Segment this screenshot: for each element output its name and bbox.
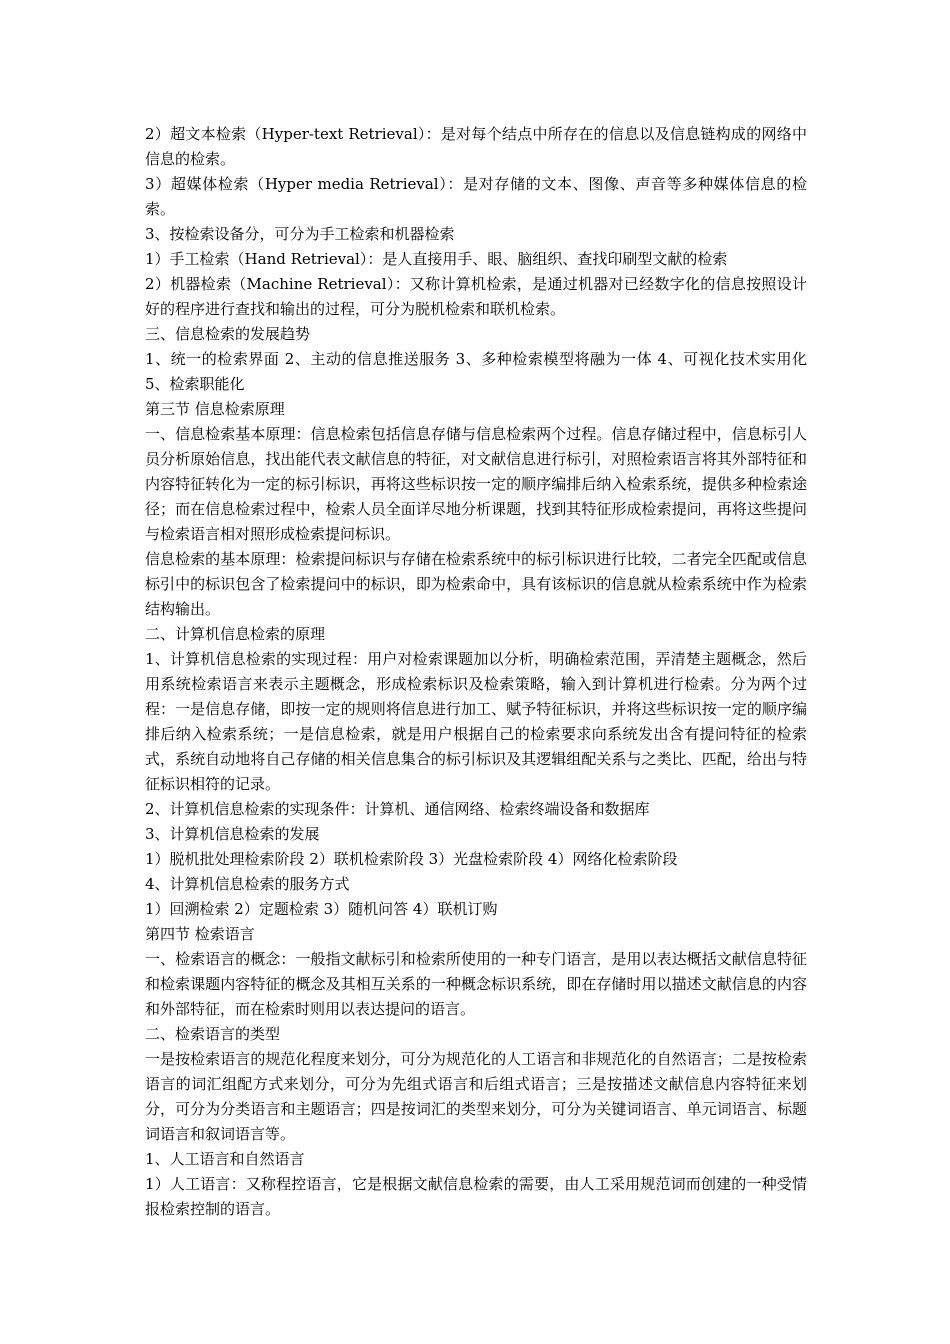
paragraph-basic-principle-2: 信息检索的基本原理：检索提问标识与存储在检索系统中的标引标识进行比较，二者完全匹配或信息标引中的标识包含了检索提问中的标识，即为检索命中，具有该标识的信息就从检索系统中作为检索结构输出。	[145, 550, 807, 618]
heading-computer-retrieval-principle: 二、计算机信息检索的原理	[145, 625, 326, 643]
paragraph-basic-principle: 一、信息检索基本原理：信息检索包括信息存储与信息检索两个过程。信息存储过程中，信息标引人员分析原始信息，找出能代表文献信息的特征，对文献信息进行标引，对照检索语言将其外部特征和内容特征转化为一定的标引标识，再将这些标识按一定的顺序编排后纳入检索系统，提供多种检索途径；而在信息检索过程中，检索人员全面详尽地分析课题，找到其特征形成检索提问，再将这些提问与检索语言相对照形成检索提问标识。	[145, 425, 807, 543]
paragraph-machine-retrieval: 2）机器检索（Machine Retrieval）：又称计算机检索，是通过机器对已经数字化的信息按照设计好的程序进行查找和输出的过程，可分为脱机检索和联机检索。	[145, 275, 807, 318]
paragraph-implementation-conditions: 2、计算机信息检索的实现条件：计算机、通信网络、检索终端设备和数据库	[145, 800, 650, 818]
paragraph-implementation-process: 1、计算机信息检索的实现过程：用户对检索课题加以分析，明确检索范围，弄清楚主题概念，然后用系统检索语言来表示主题概念，形成检索标识及检索策略，输入到计算机进行检索。分为两个过程：一是信息存储，即按一定的规则将信息进行加工、赋予特征标识，并将这些标识按一定的顺序编排后纳入检索系统；一是信息检索，就是用户根据自己的检索要求向系统发出含有提问特征的检索式，系统自动地将自己存储的相关信息集合的标引标识及其逻辑组配关系与之类比、匹配，给出与特征标识相符的记录。	[145, 650, 807, 793]
heading-language-types: 二、检索语言的类型	[145, 1025, 281, 1043]
paragraph-hand-retrieval: 1）手工检索（Hand Retrieval）：是人直接用手、眼、脑组织、查找印刷型文献的检索	[145, 250, 728, 268]
document-body	[145, 122, 807, 1222]
paragraph-artificial-language: 1）人工语言：又称程控语言，它是根据文献信息检索的需要，由人工采用规范词而创建的一种受情报检索控制的语言。	[145, 1175, 807, 1218]
paragraph-language-concept: 一、检索语言的概念：一般指文献标引和检索所使用的一种专门语言，是用以表达概括文献信息特征和检索课题内容特征的概念及其相互关系的一种概念标识系统，即在存储时用以描述文献信息的内容和外部特征，而在检索时则用以表达提问的语言。	[145, 950, 807, 1018]
paragraph-service-modes: 4、计算机信息检索的服务方式	[145, 875, 350, 893]
paragraph-development: 3、计算机信息检索的发展	[145, 825, 320, 843]
heading-development-trends: 三、信息检索的发展趋势	[145, 325, 311, 343]
paragraph-service-modes-list: 1）回溯检索 2）定题检索 3）随机问答 4）联机订购	[145, 900, 498, 918]
paragraph-language-types: 一是按检索语言的规范化程度来划分，可分为规范化的人工语言和非规范化的自然语言；二是按检索语言的词汇组配方式来划分，可分为先组式语言和后组式语言；三是按描述文献信息内容特征来划分，可分为分类语言和主题语言；四是按词汇的类型来划分，可分为关键词语言、单元词语言、标题词语言和叙词语言等。	[145, 1050, 807, 1143]
section-heading-4: 第四节 检索语言	[145, 925, 255, 943]
paragraph-hypertext-retrieval: 2）超文本检索（Hyper-text Retrieval）：是对每个结点中所存在的信息以及信息链构成的网络中信息的检索。	[145, 125, 807, 168]
section-heading-3: 第三节 信息检索原理	[145, 400, 285, 418]
paragraph-trends-list: 1、统一的检索界面 2、主动的信息推送服务 3、多种检索模型将融为一体 4、可视化技术实用化 5、检索职能化	[145, 350, 807, 393]
heading-artificial-natural-language: 1、人工语言和自然语言	[145, 1150, 305, 1168]
paragraph-by-device: 3、按检索设备分，可分为手工检索和机器检索	[145, 225, 455, 243]
paragraph-development-stages: 1）脱机批处理检索阶段 2）联机检索阶段 3）光盘检索阶段 4）网络化检索阶段	[145, 850, 678, 868]
paragraph-hypermedia-retrieval: 3）超媒体检索（Hyper media Retrieval）：是对存储的文本、图像、声音等多种媒体信息的检索。	[145, 175, 807, 218]
